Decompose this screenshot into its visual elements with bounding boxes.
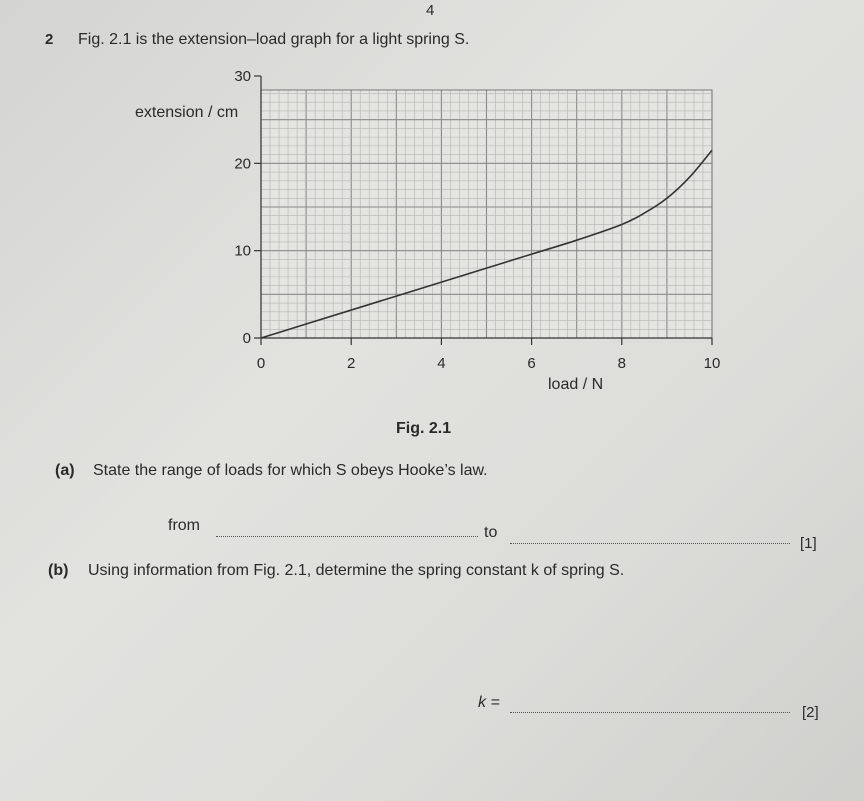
part-a-marks: [1]	[800, 535, 817, 552]
x-tick-label: 6	[527, 355, 536, 372]
x-tick-label: 10	[703, 355, 721, 372]
question-number: 2	[45, 31, 54, 48]
x-tick-label: 0	[256, 355, 266, 372]
part-b-text: Using information from Fig. 2.1, determine the spring constant k of spring S.	[88, 562, 625, 579]
page-number: 4	[426, 2, 435, 19]
graph-grid	[254, 76, 712, 345]
y-tick-label: 0	[242, 330, 251, 347]
y-tick-label: 10	[234, 242, 251, 260]
y-tick-label: 20	[234, 155, 251, 173]
k-answer-label: k =	[478, 694, 500, 711]
from-answer-line[interactable]	[216, 536, 478, 537]
part-a-text: State the range of loads for which S obeys Hooke’s law.	[93, 462, 488, 479]
x-tick-label: 8	[617, 355, 626, 372]
part-b-label: (b)	[48, 562, 69, 579]
y-tick-label: 30	[234, 68, 251, 85]
y-axis-label: extension / cm	[135, 104, 239, 121]
to-answer-line[interactable]	[510, 543, 790, 544]
to-label: to	[484, 524, 498, 541]
x-tick-label: 4	[437, 355, 446, 372]
figure-caption: Fig. 2.1	[396, 420, 452, 437]
x-axis-label: load / N	[548, 376, 604, 393]
from-label: from	[168, 517, 200, 534]
part-b-marks: [2]	[802, 704, 819, 721]
part-a-label: (a)	[55, 462, 75, 479]
k-answer-line[interactable]	[510, 712, 790, 713]
x-tick-label: 2	[347, 355, 356, 372]
question-intro: Fig. 2.1 is the extension–load graph for a light spring S.	[78, 31, 470, 48]
